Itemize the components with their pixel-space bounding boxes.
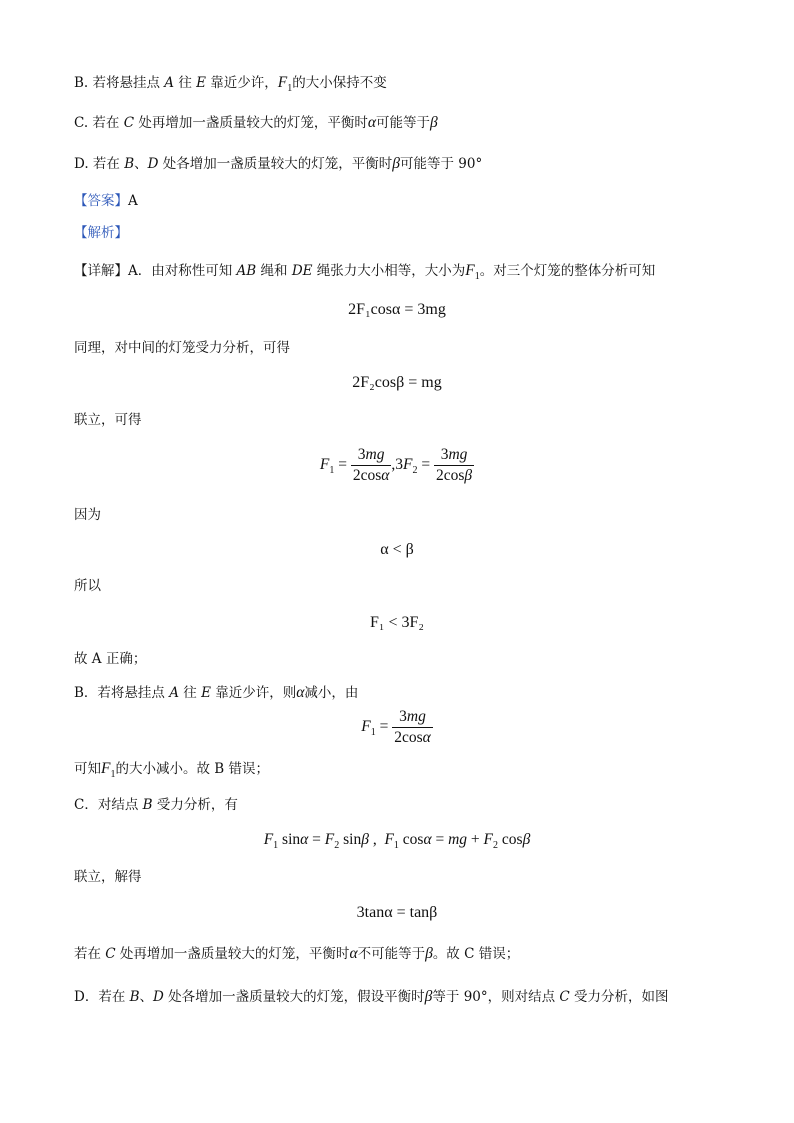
- option-d: [74, 155, 482, 173]
- detail-text: 往: [178, 685, 202, 701]
- detail-text: 处再增加一盏质量较大的灯笼，平衡时: [115, 946, 350, 962]
- equation-7: $F_1$ $\sin\alpha = F_2$ sinβ , $F_1$ cosα = mg + $F_2$ cosβ: [263, 831, 531, 852]
- option-b: [74, 74, 387, 98]
- equation-6: $F_1$ = $\frac{3mg}{2\cos\alpha}$: [361, 708, 431, 746]
- detail-text: 受力分析，有: [152, 797, 238, 813]
- var-beta: β: [424, 988, 433, 1005]
- detail-line-d: [74, 988, 669, 1006]
- option-d-text: 处各增加一盏质量较大的灯笼，平衡时: [158, 156, 393, 172]
- detail-text-same: 同理，对中间的灯笼受力分析，可得: [74, 340, 290, 356]
- option-d-text: 可能等于 90°: [400, 156, 483, 172]
- equation-3: $F_1$ = $\frac{3mg}{2\cos\alpha}$ $,3F_2$ = $\frac{3mg}{2\cos\beta}$: [319, 446, 473, 484]
- detail-text: 若在: [74, 946, 106, 962]
- detail-text-because: 因为: [74, 507, 101, 523]
- detail-text: 等于 90°，则对结点: [432, 989, 560, 1005]
- detail-line-b2: [74, 760, 269, 784]
- option-c-text: C. 若在: [74, 115, 124, 131]
- var-beta: β: [425, 945, 433, 962]
- var-alpha: α: [367, 114, 377, 131]
- detail-text: 减小，由: [304, 685, 359, 701]
- var-e: E: [201, 685, 211, 701]
- equation-8: 3tanα = tanβ: [356, 904, 438, 921]
- var-b: B: [142, 797, 153, 813]
- answer-line: [74, 192, 138, 210]
- detail-text-a-correct: 故 A 正确；: [74, 651, 147, 667]
- detail-text: B．若将悬挂点: [74, 685, 170, 701]
- option-b-text: 的大小保持不变: [292, 75, 387, 91]
- detail-text: 绳张力大小相等，大小为: [312, 263, 466, 279]
- var-beta: β: [430, 114, 438, 131]
- var-f1: $F_1$: [277, 74, 293, 95]
- detail-text: 、: [139, 989, 154, 1005]
- var-f1: $F_1$: [101, 760, 116, 781]
- detail-text: D．若在: [74, 989, 130, 1005]
- var-alpha: α: [296, 684, 305, 701]
- detail-tag: 【详解】: [74, 263, 128, 279]
- detail-text: 靠近少许，则: [210, 685, 297, 701]
- equation-4: α < β: [380, 541, 414, 558]
- detail-text: 受力分析，如图: [569, 989, 669, 1005]
- option-d-text: 、: [134, 156, 148, 172]
- var-e: E: [196, 75, 206, 91]
- var-d: D: [153, 989, 164, 1005]
- var-b: B: [129, 989, 140, 1005]
- detail-text-combine: 联立，可得: [74, 412, 142, 428]
- var-alpha: α: [349, 945, 358, 962]
- var-c: C: [123, 115, 135, 131]
- detail-text: 绳和: [256, 263, 292, 279]
- detail-text: 可知: [74, 761, 101, 777]
- detail-text: 处各增加一盏质量较大的灯笼，假设平衡时: [163, 989, 425, 1005]
- detail-text: 。故 C 错误；: [432, 946, 520, 962]
- detail-text-solve: 联立，解得: [74, 869, 142, 885]
- option-c-text: 可能等于: [376, 115, 431, 131]
- equation-5: F₁ < 3F₂: [370, 614, 424, 631]
- option-b-text: 靠近少许，: [206, 75, 278, 91]
- var-a: A: [164, 75, 175, 91]
- option-b-text: B. 若将悬挂点: [74, 75, 165, 91]
- var-de: DE: [291, 263, 313, 279]
- option-c: [74, 114, 438, 132]
- var-b: B: [124, 156, 135, 172]
- equation-1: 2F₁cosα = 3mg: [348, 301, 446, 318]
- var-f1: $F_1$: [465, 262, 480, 283]
- var-c: C: [559, 989, 570, 1005]
- option-b-text: 往: [174, 75, 197, 91]
- var-c: C: [105, 946, 116, 962]
- var-ab: AB: [236, 263, 257, 279]
- detail-text: 不可能等于: [357, 946, 426, 962]
- detail-line-c3: [74, 945, 519, 963]
- analysis-tag: 【解析】: [74, 225, 128, 241]
- detail-text: C．对结点: [74, 797, 143, 813]
- detail-text: 的大小减小。故 B 错误；: [115, 761, 269, 777]
- option-d-text: D. 若在: [74, 156, 125, 172]
- answer-tag: 【答案】: [74, 193, 128, 209]
- detail-text: 。对三个灯笼的整体分析可知: [479, 263, 656, 279]
- detail-text: A．由对称性可知: [128, 263, 237, 279]
- answer-value: A: [128, 193, 138, 209]
- detail-line-a: [74, 262, 655, 286]
- detail-line-b: [74, 684, 358, 702]
- var-beta: β: [392, 155, 400, 172]
- var-d: D: [147, 156, 159, 172]
- var-a: A: [169, 685, 179, 701]
- equation-2: 2F₂cosβ = mg: [352, 374, 442, 391]
- detail-text-so: 所以: [74, 578, 101, 594]
- option-c-text: 处再增加一盏质量较大的灯笼，平衡时: [134, 115, 368, 131]
- detail-line-c: [74, 796, 238, 814]
